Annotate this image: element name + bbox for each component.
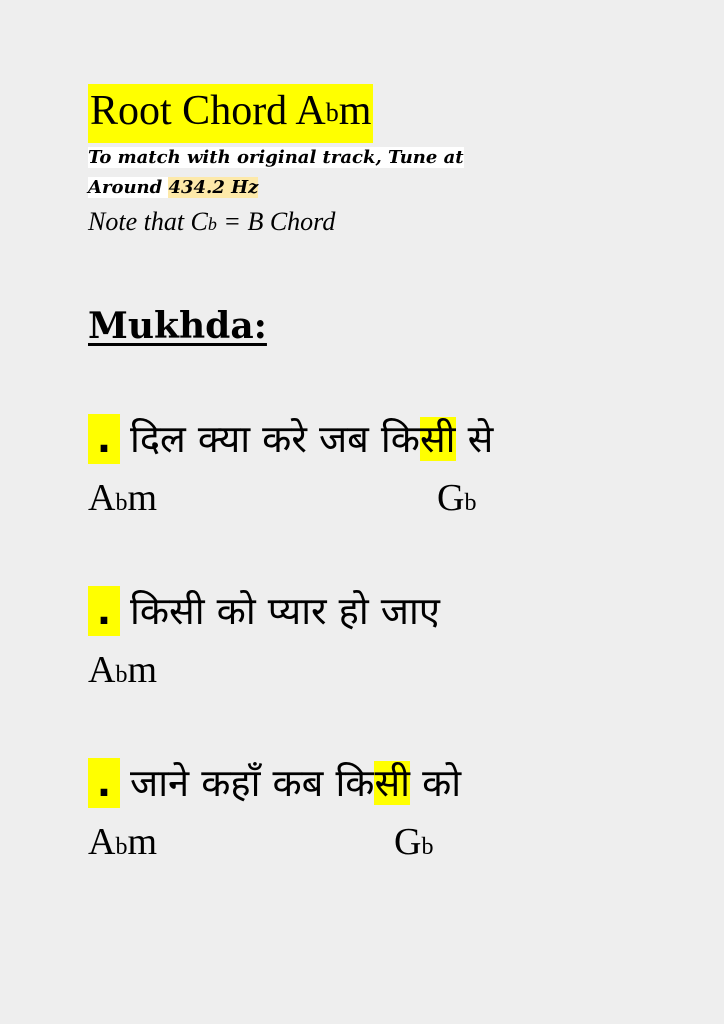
note-flat-symbol: b xyxy=(207,214,217,234)
title-flat-symbol: b xyxy=(325,98,339,127)
chord-abm xyxy=(88,646,157,699)
tuning-line-2 xyxy=(88,175,258,201)
page-title xyxy=(88,84,373,143)
note-prefix: Note that C xyxy=(88,207,208,236)
chord-flat: b xyxy=(464,490,477,516)
note-suffix: = B Chord xyxy=(216,207,336,236)
chord-suffix: m xyxy=(127,821,158,863)
lyric-text: जाने कहाँ कब कि xyxy=(130,761,375,805)
lyric-text: किसी को प्यार हो जाए xyxy=(130,589,440,633)
tuning-prefix: Around xyxy=(88,177,169,198)
tuning-frequency: 434.2 Hz xyxy=(168,177,259,198)
lyric-highlight: सी xyxy=(374,761,411,805)
chord-gb xyxy=(394,818,433,871)
chord-root: A xyxy=(88,821,116,863)
chord-root: G xyxy=(394,821,422,863)
line-marker: . xyxy=(88,414,120,464)
chord-root: A xyxy=(88,477,116,519)
title-main: Root Chord A xyxy=(90,88,326,134)
chord-suffix: m xyxy=(127,477,158,519)
tuning-line-1 xyxy=(88,145,464,171)
lyric-line-2 xyxy=(88,586,440,636)
chord-flat: b xyxy=(115,662,128,688)
chord-abm xyxy=(88,474,157,527)
lyric-line-3 xyxy=(88,758,461,808)
lyric-text: दिल क्या करे जब कि xyxy=(130,417,420,461)
lyric-highlight: सी xyxy=(419,417,456,461)
lyric-line-1 xyxy=(88,414,493,464)
section-heading: Mukhda: xyxy=(88,305,267,347)
chord-flat: b xyxy=(115,834,128,860)
line-marker: . xyxy=(88,758,120,808)
lyric-text-end: को xyxy=(410,761,462,805)
chord-flat: b xyxy=(115,490,128,516)
chord-note xyxy=(88,206,335,240)
chord-root: G xyxy=(437,477,465,519)
tuning-text: To match with original track, Tune at xyxy=(88,147,464,168)
chord-flat: b xyxy=(421,834,434,860)
lyric-text-end: से xyxy=(455,417,494,461)
chord-suffix: m xyxy=(127,649,158,691)
title-end: m xyxy=(338,88,372,134)
chord-root: A xyxy=(88,649,116,691)
line-marker: . xyxy=(88,586,120,636)
chord-gb xyxy=(437,474,476,527)
chord-abm xyxy=(88,818,157,871)
